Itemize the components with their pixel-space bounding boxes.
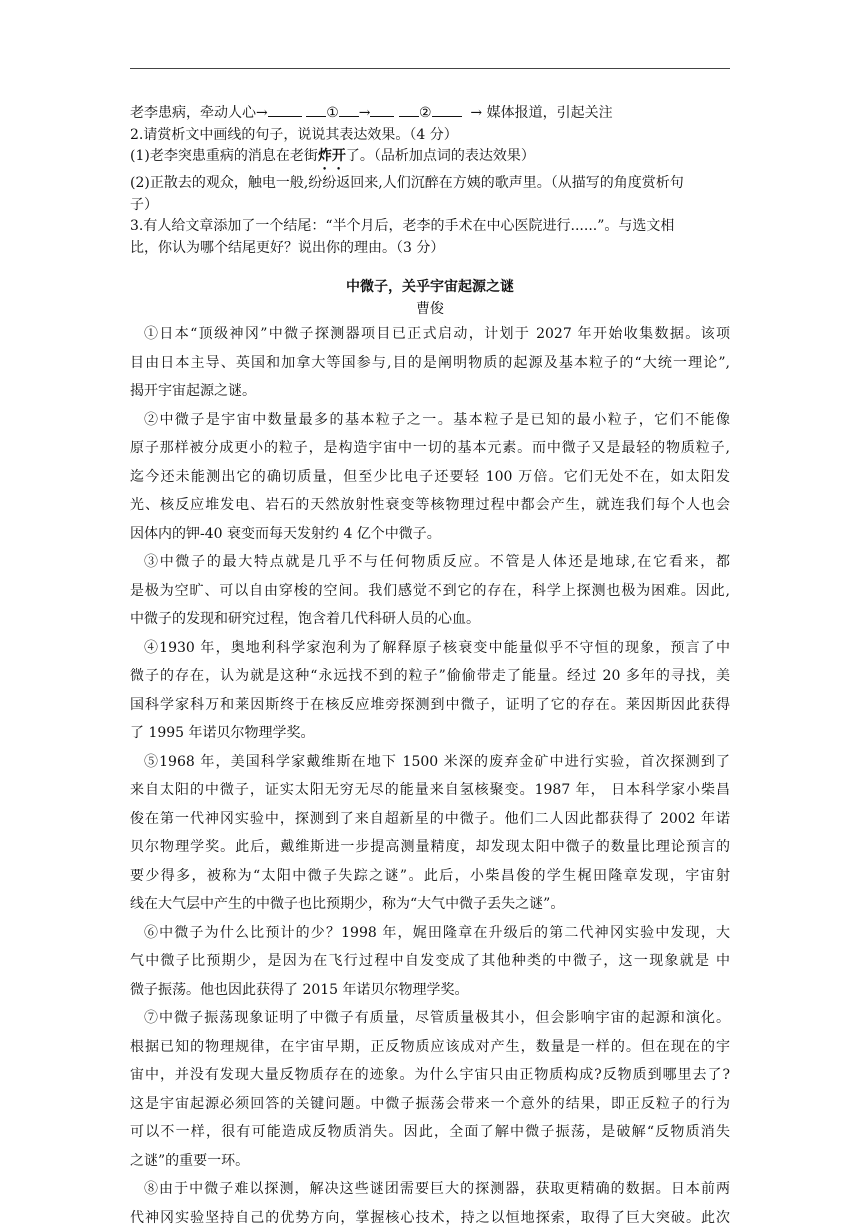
paragraph xyxy=(130,1175,730,1232)
blank-1b[interactable] xyxy=(306,102,326,117)
flow-marker-2: ② xyxy=(419,105,432,121)
paragraph-line: 之谜”的重要一环。 xyxy=(130,1147,730,1176)
blank-1[interactable] xyxy=(268,102,302,117)
paragraph-line: 要少得多，被称为“太阳中微子失踪之谜”。此后，小柴昌俊的学生梶田隆章发现，宇宙射 xyxy=(130,862,730,891)
paragraph-line: 俊在第一代神冈实验中，探测到了来自超新星的中微子。他们二人因此都获得了 2002 年诺 xyxy=(130,805,730,834)
paragraph-line: 微子的存在，认为就是这种“永远找不到的粒子”偷偷带走了能量。经过 20 多年的寻找，美 xyxy=(130,662,730,691)
paragraph-line: 线在大气层中产生的中微子也比预期少，称为“大气中微子丢失之谜”。 xyxy=(130,890,730,919)
paragraph-line: ⑧由于中微子难以探测，解决这些谜团需要巨大的探测器，获取更精确的数据。日本前两 xyxy=(130,1175,730,1204)
paragraph-line: 目由日本主导、英国和加拿大等国参与,目的是阐明物质的起源及基本粒子的“大统一理论”, xyxy=(130,349,730,378)
paragraph-line: 根据已知的物理规律，在宇宙早期，正反物质应该成对产生，数量是一样的。但在现在的宇 xyxy=(130,1033,730,1062)
emphasized-word: 炸开 xyxy=(318,148,346,164)
paragraph xyxy=(130,548,730,634)
paragraph-line: 宙中，并没有发现大量反物质存在的迹象。为什么宇宙只由正物质构成?反物质到哪里去了? xyxy=(130,1061,730,1090)
question-2-1 xyxy=(130,146,730,173)
header-rule xyxy=(130,68,730,69)
question-2-1-post: 了。（品析加点词的表达效果） xyxy=(346,148,535,164)
flow-start: 老李患病，牵动人心→ xyxy=(130,105,268,121)
paragraph-line: 迄今还未能测出它的确切质量，但至少比电子还要轻 100 万倍。它们无处不在，如太阳发 xyxy=(130,463,730,492)
question-3b xyxy=(130,238,730,260)
article-author: 曹俊 xyxy=(130,299,730,321)
paragraph-line: 这是宇宙起源必须回答的关键问题。中微子振荡会带来一个意外的结果，即正反粒子的行为 xyxy=(130,1090,730,1119)
paragraph-line: 原子那样被分成更小的粒子，是构造宇宙中一切的基本元素。而中微子又是最轻的物质粒子, xyxy=(130,434,730,463)
paragraph-line: 了 1995 年诺贝尔物理学奖。 xyxy=(130,719,730,748)
flow-arrow: → xyxy=(359,105,371,121)
document-body xyxy=(130,102,730,1232)
paragraph xyxy=(130,1004,730,1175)
paragraph-line: 微子振荡。他也因此获得了 2015 年诺贝尔物理学奖。 xyxy=(130,976,730,1005)
flow-chart-line xyxy=(130,102,730,125)
paragraph-line: ⑤1968 年，美国科学家戴维斯在地下 1500 米深的废弃金矿中进行实验，首次探测到了 xyxy=(130,748,730,777)
paragraph-line: 因体内的钾-40 衰变而每天发射约 4 亿个中微子。 xyxy=(130,520,730,549)
paragraph-line: 贝尔物理学奖。此后，戴维斯进一步提高测量精度，却发现太阳中微子的数量比理论预言的 xyxy=(130,833,730,862)
article-title: 中微子，关乎宇宙起源之谜 xyxy=(130,277,730,299)
question-2-2b xyxy=(130,195,730,217)
question-2-text: 2.请赏析文中画线的句子，说说其表达效果。（4 分） xyxy=(130,127,458,143)
paragraph xyxy=(130,406,730,549)
paragraph xyxy=(130,748,730,919)
question-3a xyxy=(130,216,730,238)
paragraph-line: 可以不一样，很有可能造成反物质消失。因此，全面了解中微子振荡，是破解“反物质消失 xyxy=(130,1118,730,1147)
paragraph xyxy=(130,320,730,406)
paragraph-line: 光、核反应堆发电、岩石的天然放射性衰变等核物理过程中都会产生，就连我们每个人也会 xyxy=(130,491,730,520)
blank-1c[interactable] xyxy=(339,102,359,117)
paragraph xyxy=(130,919,730,1005)
question-3-text-b: 比，你认为哪个结尾更好？说出你的理由。（3 分） xyxy=(130,240,444,256)
paragraph-line: 代神冈实验坚持自己的优势方向，掌握核心技术，持之以恒地探索，取得了巨大突破。此次 xyxy=(130,1204,730,1232)
paragraph xyxy=(130,634,730,748)
blank-2b[interactable] xyxy=(399,102,419,117)
article-paragraphs xyxy=(130,320,730,1232)
flow-marker-1: ① xyxy=(326,105,339,121)
paragraph-line: 是极为空旷、可以自由穿梭的空间。我们感觉不到它的存在，科学上探测也极为困难。因此, xyxy=(130,577,730,606)
question-2-2a xyxy=(130,173,730,195)
paragraph-line: 气中微子比预期少，是因为在飞行过程中自发变成了其他种类的中微子，这一现象就是 中 xyxy=(130,947,730,976)
flow-end: → 媒体报道，引起关注 xyxy=(470,105,612,121)
blank-2c[interactable] xyxy=(432,102,462,117)
paragraph-line: ③中微子的最大特点就是几乎不与任何物质反应。不管是人体还是地球,在它看来，都 xyxy=(130,548,730,577)
paragraph-line: 国科学家科万和莱因斯终于在核反应堆旁探测到中微子，证明了它的存在。莱因斯因此获得 xyxy=(130,691,730,720)
paragraph-line: 揭开宇宙起源之谜。 xyxy=(130,377,730,406)
blank-2[interactable] xyxy=(370,102,394,117)
paragraph-line: 中微子的发现和研究过程，饱含着几代科研人员的心血。 xyxy=(130,605,730,634)
paragraph-line: ④1930 年，奥地利科学家泡利为了解释原子核衰变中能量似乎不守恒的现象，预言了中 xyxy=(130,634,730,663)
paragraph-line: 来自太阳的中微子，证实太阳无穷无尽的能量来自氢核聚变。1987 年， 日本科学家小柴昌 xyxy=(130,776,730,805)
paragraph-line: ①日本“顶级神冈”中微子探测器项目已正式启动，计划于 2027 年开始收集数据。该项 xyxy=(130,320,730,349)
paragraph-line: ⑥中微子为什么比预计的少？1998 年，娓田隆章在升级后的第二代神冈实验中发现，大 xyxy=(130,919,730,948)
paragraph-line: ⑦中微子振荡现象证明了中微子有质量，尽管质量极其小，但会影响宇宙的起源和演化。 xyxy=(130,1004,730,1033)
question-2-1-pre: (1)老李突患重病的消息在老街 xyxy=(130,148,318,164)
paragraph-line: ②中微子是宇宙中数量最多的基本粒子之一。基本粒子是已知的最小粒子，它们不能像 xyxy=(130,406,730,435)
question-2 xyxy=(130,125,730,147)
question-3-text-a: 3.有人给文章添加了一个结尾：“半个月后，老李的手术在中心医院进行......”。与选文相 xyxy=(130,218,674,234)
question-2-2-text-b: 子） xyxy=(130,197,158,213)
question-2-2-text-a: (2)正散去的观众，触电一般,纷纷返回来,人们沉醉在方姨的歌声里。（从描写的角度赏析句 xyxy=(130,175,684,191)
